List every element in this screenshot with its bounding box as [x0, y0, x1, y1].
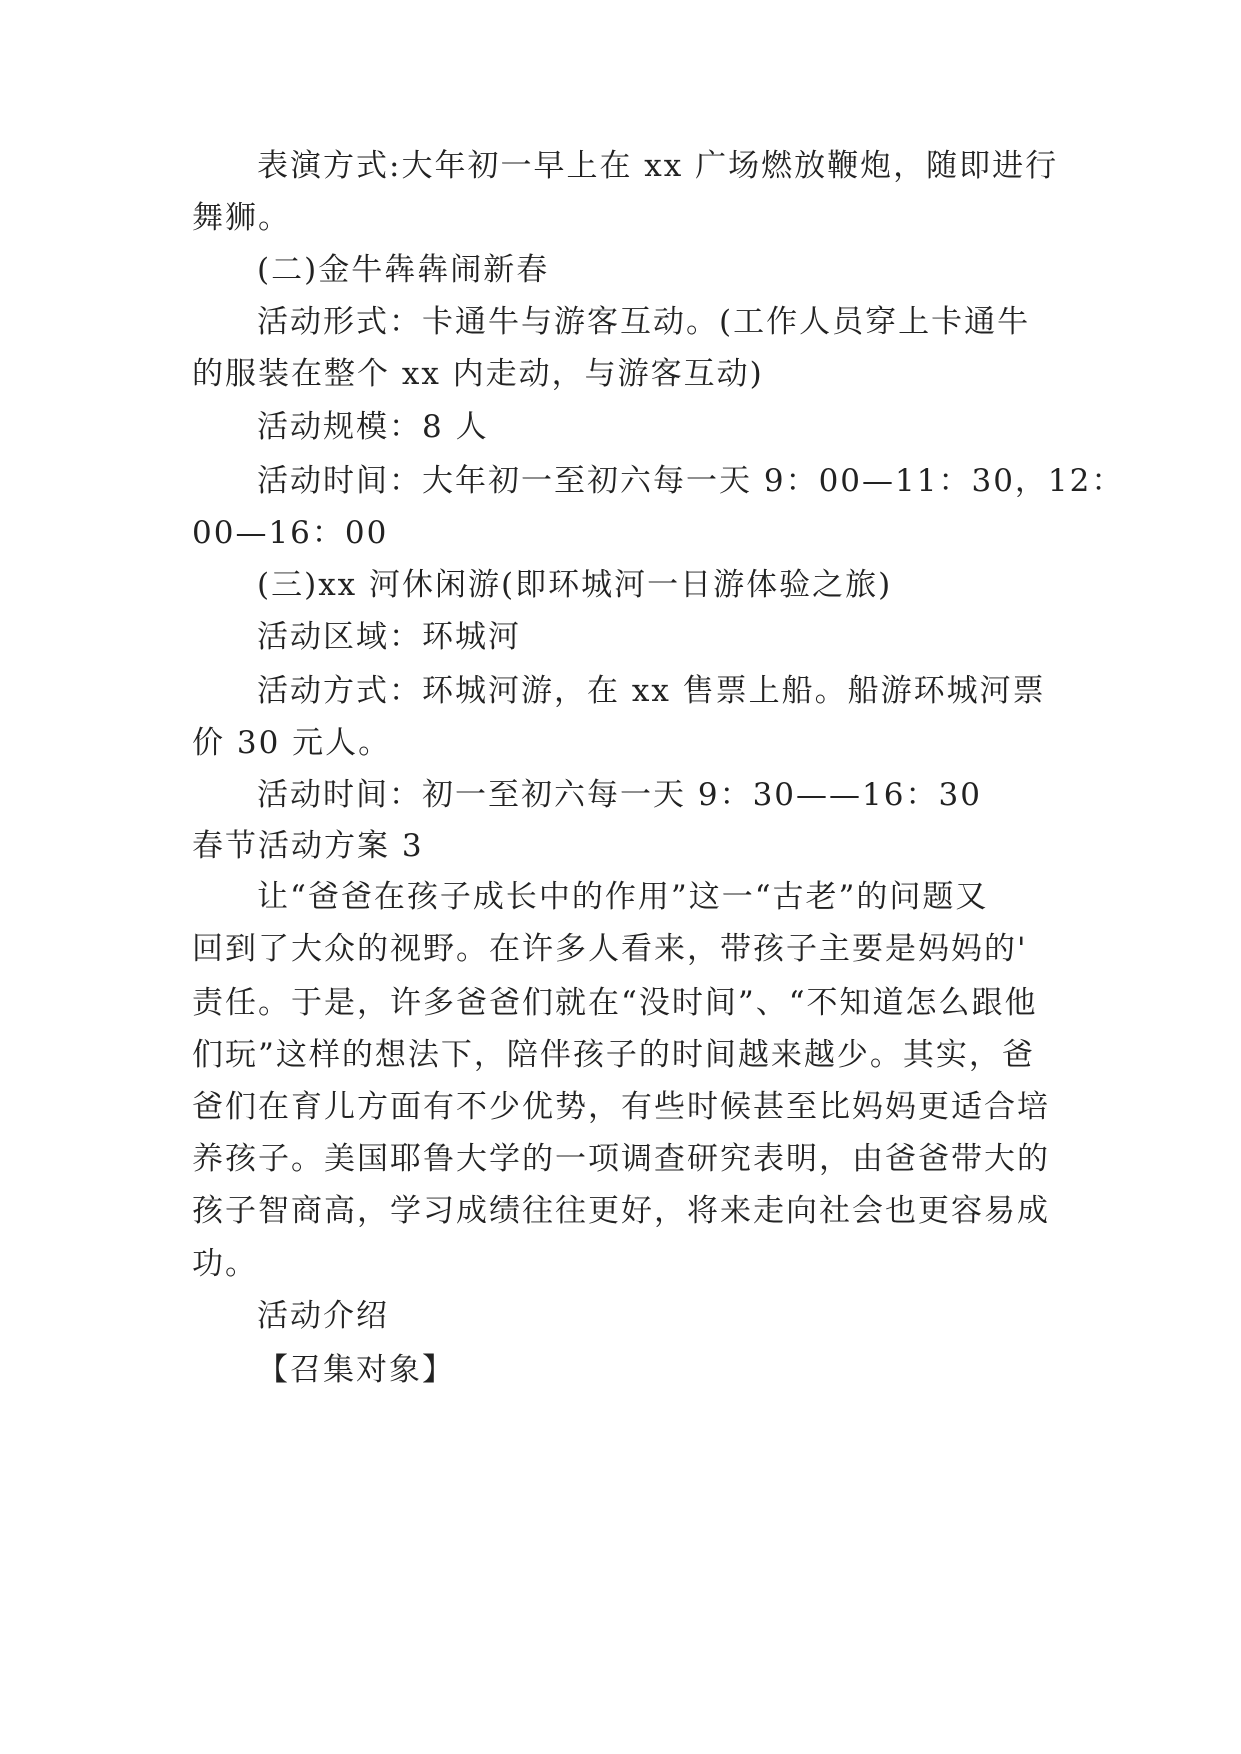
paragraph-line: 让“爸爸在孩子成长中的作用”这一“古老”的问题又: [257, 879, 989, 915]
paragraph-line: 00—16：00: [192, 515, 389, 551]
section-heading: 活动介绍: [257, 1298, 389, 1334]
paragraph-line: 责任。于是，许多爸爸们就在“没时间”、“不知道怎么跟他: [192, 985, 1038, 1021]
paragraph-line: 孩子智商高，学习成绩往往更好，将来走向社会也更容易成: [192, 1193, 1050, 1229]
section-heading: (三)xx 河休闲游(即环城河一日游体验之旅): [257, 567, 893, 603]
paragraph-line: 的服装在整个 xx 内走动，与游客互动): [192, 356, 764, 392]
paragraph-line: 活动方式：环城河游，在 xx 售票上船。船游环城河票: [257, 673, 1046, 709]
paragraph-line: 活动时间：初一至初六每一天 9：30——16：30: [257, 777, 982, 813]
paragraph-line: 功。: [192, 1246, 258, 1282]
section-heading: 【召集对象】: [257, 1352, 455, 1388]
paragraph-line: 爸们在育儿方面有不少优势，有些时候甚至比妈妈更适合培: [192, 1089, 1050, 1125]
document-title: 春节活动方案 3: [192, 828, 424, 864]
paragraph-line: 活动区域：环城河: [257, 619, 521, 655]
paragraph-line: 价 30 元人。: [192, 725, 392, 761]
paragraph-line: 活动规模：8 人: [257, 409, 489, 445]
paragraph-line: 表演方式:大年初一早上在 xx 广场燃放鞭炮，随即进行: [257, 148, 1059, 184]
paragraph-line: 回到了大众的视野。在许多人看来，带孩子主要是妈妈的': [192, 931, 1028, 967]
paragraph-line: 养孩子。美国耶鲁大学的一项调查研究表明，由爸爸带大的: [192, 1141, 1050, 1177]
paragraph-line: 舞狮。: [192, 200, 291, 236]
section-heading: (二)金牛犇犇闹新春: [257, 252, 550, 288]
paragraph-line: 活动时间：大年初一至初六每一天 9：00—11：30，12：: [257, 463, 1125, 499]
paragraph-line: 活动形式：卡通牛与游客互动。(工作人员穿上卡通牛: [257, 304, 1031, 340]
paragraph-line: 们玩”这样的想法下，陪伴孩子的时间越来越少。其实，爸: [192, 1037, 1035, 1073]
